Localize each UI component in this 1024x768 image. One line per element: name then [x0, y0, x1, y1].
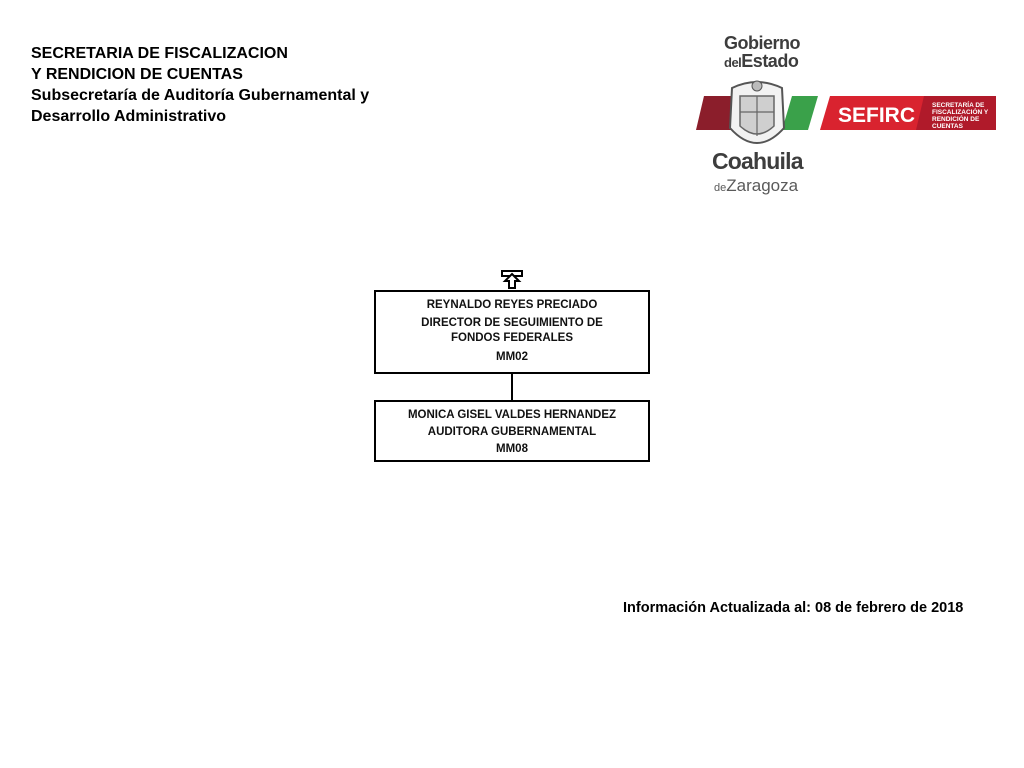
header-line-4: Desarrollo Administrativo — [31, 108, 227, 125]
node-position-title: DIRECTOR DE SEGUIMIENTO DE FONDOS FEDERALES — [421, 317, 603, 344]
org-node-director[interactable] — [374, 290, 650, 374]
logo-zaragoza-text: deZaragoza — [714, 176, 799, 195]
header-line-3: Subsecretaría de Auditoría Gubernamental y — [31, 87, 370, 104]
logo-sefirc-text: SEFIRC — [838, 104, 916, 127]
coat-of-arms-icon — [722, 78, 792, 156]
arrow-up-icon[interactable] — [501, 270, 523, 290]
node-person-name: REYNALDO REYES PRECIADO — [426, 299, 598, 311]
update-date-note: Información Actualizada al: 08 de febrero de 2018 — [623, 600, 964, 616]
node-position-code: MM02 — [496, 351, 528, 363]
header-block — [31, 43, 369, 127]
logo-coahuila-text: Coahuila — [712, 148, 803, 174]
node-person-name: MONICA GISEL VALDES HERNANDEZ — [407, 409, 617, 421]
logo-sefirc-subtitle: SECRETARÍA DE FISCALIZACIÓN Y RENDICIÓN DE CUENTAS — [932, 102, 989, 130]
org-node-auditor[interactable] — [374, 400, 650, 462]
node-position-code: MM08 — [496, 443, 528, 455]
org-connector-line — [511, 374, 513, 400]
node-position-title: AUDITORA GUBERNAMENTAL — [427, 426, 597, 438]
header-line-1: SECRETARIA DE FISCALIZACION — [31, 45, 288, 62]
government-logo — [696, 30, 996, 200]
logo-gobierno-text: Gobierno delEstado — [724, 33, 800, 71]
header-line-2: Y RENDICION DE CUENTAS — [31, 66, 243, 83]
